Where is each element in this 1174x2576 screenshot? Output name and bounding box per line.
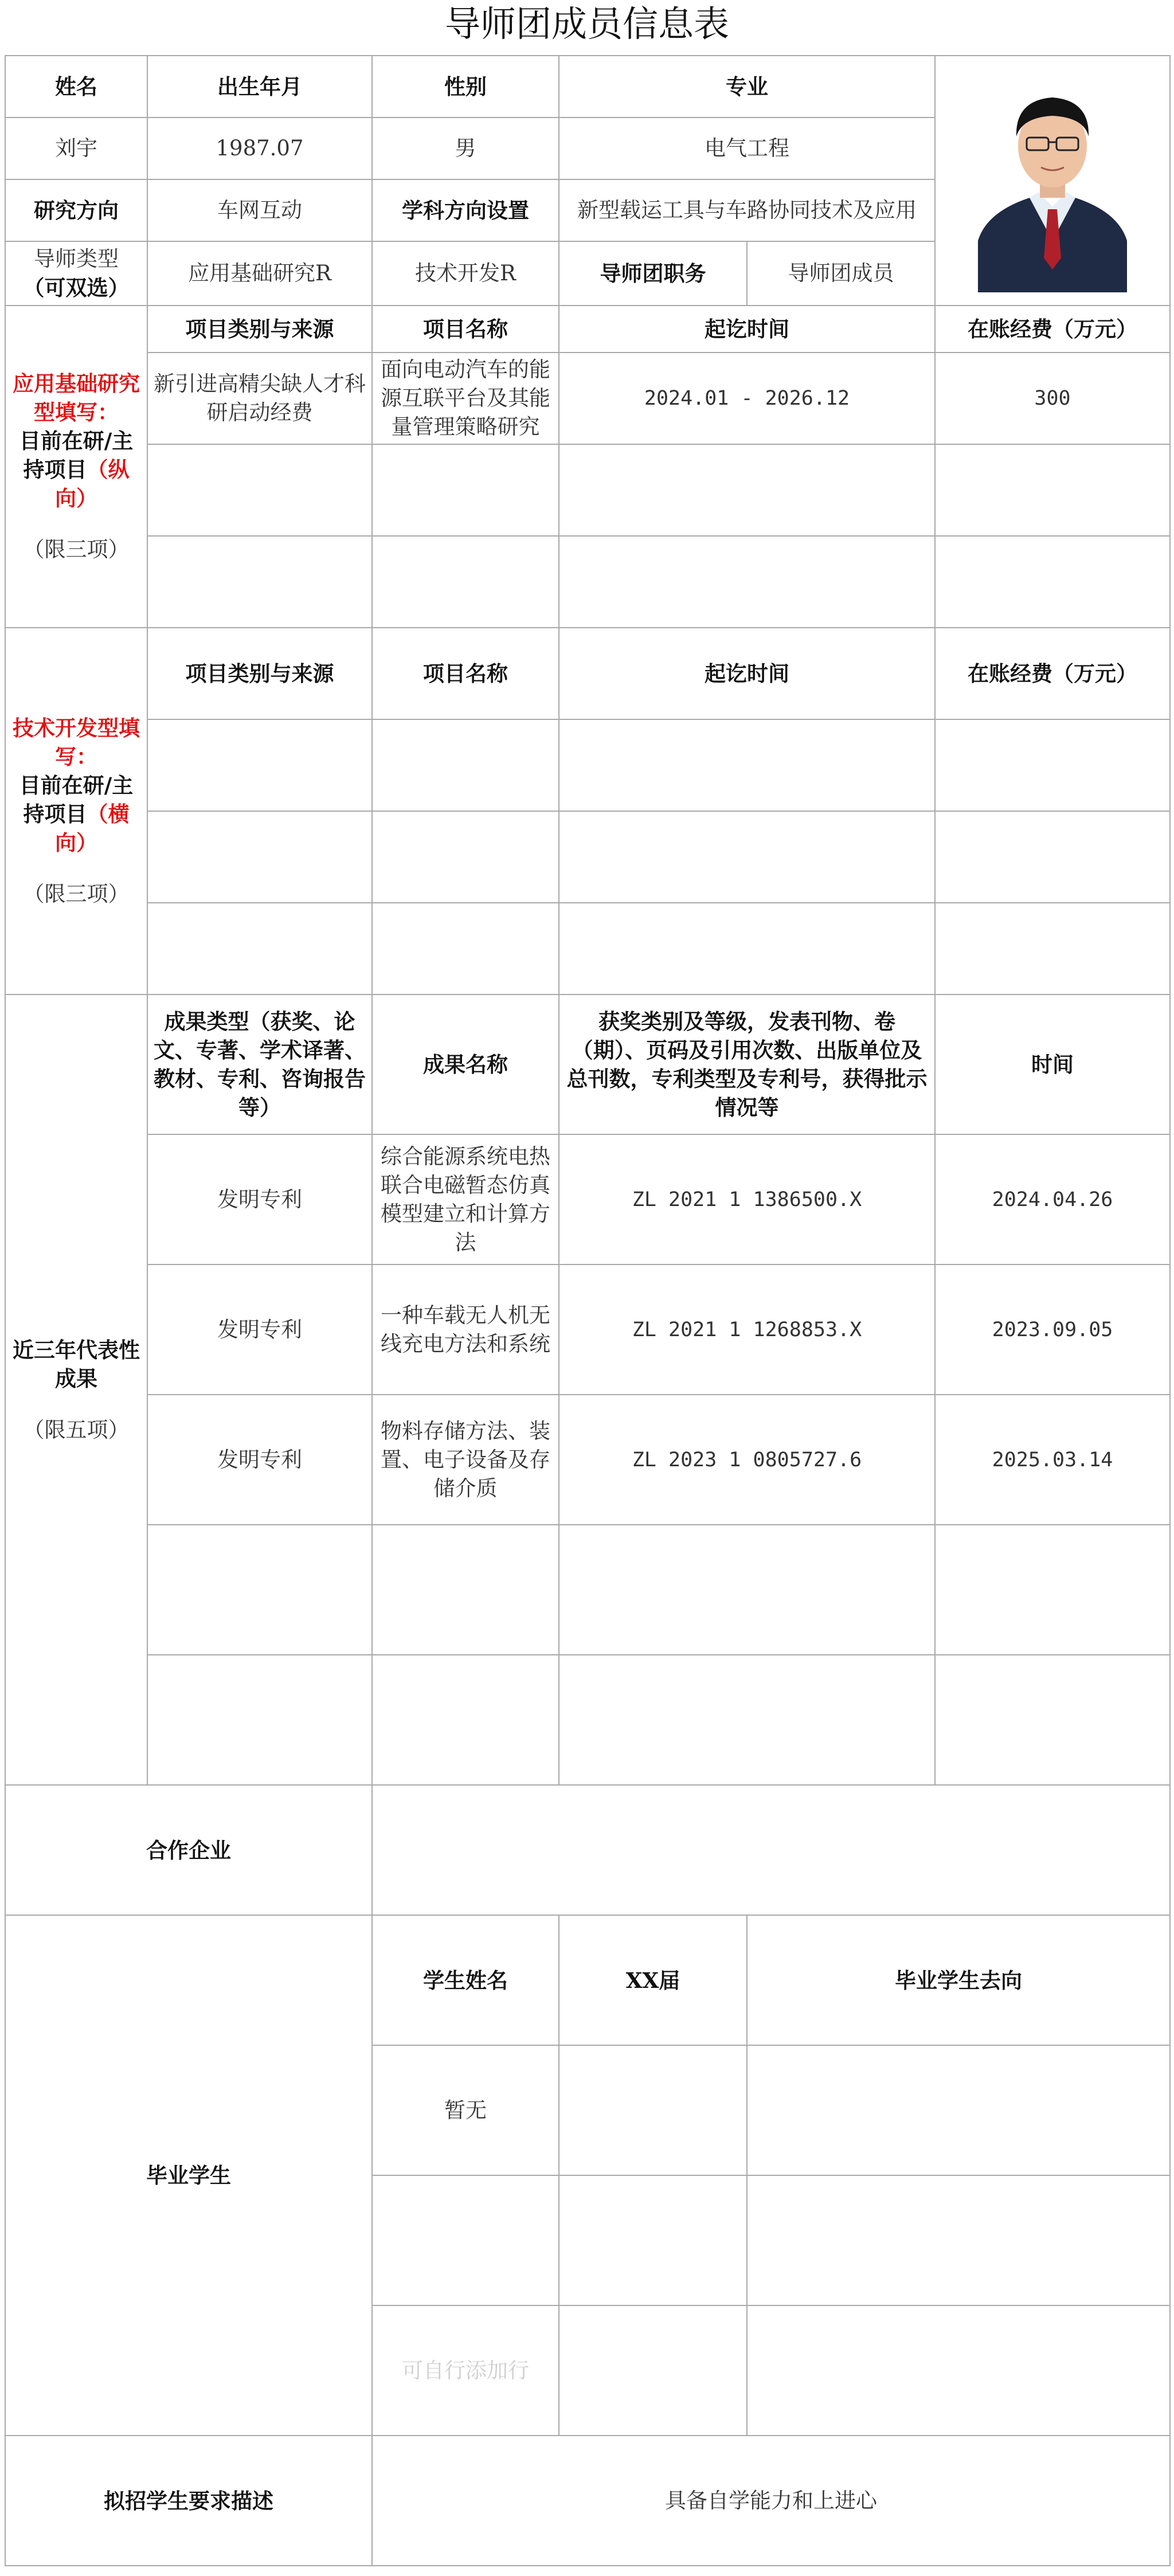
grad-cell-name: 暂无 <box>372 2045 559 2175</box>
br-header-source: 项目类别与来源 <box>147 306 372 353</box>
ach-cell-detail <box>559 1655 935 1785</box>
table-row <box>5 1525 1170 1655</box>
td-cell-funds <box>935 719 1170 811</box>
ach-cell-date <box>935 1525 1170 1655</box>
td-cell-period <box>559 719 935 811</box>
ach-cell-detail: ZL 2023 1 0805727.6 <box>559 1395 935 1525</box>
mentor-type-label-line1: 导师类型 <box>34 246 119 271</box>
grad-header-dest: 毕业学生去向 <box>747 1915 1170 2045</box>
add-row-hint: 可自行添加行 <box>372 2305 559 2436</box>
ach-cell-date <box>935 1655 1170 1785</box>
br-cell-source: 新引进高精尖缺人才科研启动经费 <box>147 353 372 444</box>
br-cell-period <box>559 536 935 628</box>
role-value: 导师团成员 <box>747 241 935 306</box>
basic-research-vertical-label: （纵向） <box>55 457 130 511</box>
grad-cell-dest <box>747 2175 1170 2305</box>
achievements-label: 近三年代表性成果 <box>13 1337 140 1391</box>
td-cell-source <box>147 719 372 811</box>
ach-cell-name: 物料存储方法、装置、电子设备及存储介质 <box>372 1395 559 1525</box>
table-row <box>5 903 1170 995</box>
grad-cell-year <box>559 2045 747 2175</box>
ach-header-name: 成果名称 <box>372 995 559 1134</box>
tech-dev-limit: （限三项） <box>23 882 130 906</box>
grad-cell-dest <box>747 2305 1170 2436</box>
td-cell-period <box>559 903 935 995</box>
ach-cell-type <box>147 1655 372 1785</box>
ach-cell-date: 2024.04.26 <box>935 1134 1170 1264</box>
ach-cell-name <box>372 1655 559 1785</box>
gender-value: 男 <box>372 118 559 179</box>
td-cell-period <box>559 811 935 903</box>
br-cell-name: 面向电动汽车的能源互联平台及其能量管理策略研究 <box>372 353 559 444</box>
td-cell-source <box>147 811 372 903</box>
br-cell-name <box>372 444 559 536</box>
br-cell-source <box>147 536 372 628</box>
basic-research-black-label: 目前在研/主持项目 <box>19 428 134 482</box>
grad-header-name: 学生姓名 <box>372 1915 559 2045</box>
ach-cell-detail: ZL 2021 1 1386500.X <box>559 1134 935 1264</box>
tech-dev-red-label: 技术开发型填写： <box>13 715 140 769</box>
research-label: 研究方向 <box>5 179 147 241</box>
ach-cell-type <box>147 1525 372 1655</box>
major-value: 电气工程 <box>559 118 935 179</box>
tech-dev-section-label <box>5 628 147 995</box>
tech-dev-black-label: 目前在研/主持项目 <box>19 773 134 827</box>
discipline-value: 新型载运工具与车路协同技术及应用 <box>559 179 935 241</box>
ach-header-detail: 获奖类别及等级，发表刊物、卷（期）、页码及引用次数、出版单位及总刊数，专利类型及专利号，获得批示情况等 <box>559 995 935 1134</box>
ach-cell-type: 发明专利 <box>147 1134 372 1264</box>
tech-dev-horizontal-label: （横向） <box>55 801 130 855</box>
birth-value: 1987.07 <box>147 118 372 179</box>
discipline-label: 学科方向设置 <box>372 179 559 241</box>
ach-cell-name: 一种车载无人机无线充电方法和系统 <box>372 1264 559 1395</box>
grad-header-year: XX届 <box>559 1915 747 2045</box>
br-cell-source <box>147 444 372 536</box>
mentor-type-label <box>5 241 147 306</box>
ach-cell-type: 发明专利 <box>147 1395 372 1525</box>
grad-cell-year <box>559 2175 747 2305</box>
partner-value <box>372 1785 1170 1915</box>
br-cell-funds: 300 <box>935 353 1170 444</box>
br-cell-funds <box>935 444 1170 536</box>
table-row <box>5 444 1170 536</box>
grad-cell-dest <box>747 2045 1170 2175</box>
ach-cell-date: 2025.03.14 <box>935 1395 1170 1525</box>
major-label: 专业 <box>559 56 935 118</box>
br-cell-period <box>559 444 935 536</box>
td-header-source: 项目类别与来源 <box>147 628 372 719</box>
ach-cell-name: 综合能源系统电热联合电磁暂态仿真模型建立和计算方法 <box>372 1134 559 1264</box>
table-row <box>5 1655 1170 1785</box>
td-cell-name <box>372 811 559 903</box>
td-header-funds: 在账经费（万元） <box>935 628 1170 719</box>
graduates-label: 毕业学生 <box>5 1915 372 2436</box>
br-header-name: 项目名称 <box>372 306 559 353</box>
ach-header-type: 成果类型（获奖、论文、专著、学术译著、教材、专利、咨询报告等） <box>147 995 372 1134</box>
mentor-info-table <box>5 55 1171 2566</box>
ach-header-date: 时间 <box>935 995 1170 1134</box>
achievements-limit: （限五项） <box>23 1417 130 1442</box>
mentor-type-label-line2: （可双选） <box>23 275 130 300</box>
page-title: 导师团成员信息表 <box>444 3 729 45</box>
ach-cell-type: 发明专利 <box>147 1264 372 1395</box>
gender-label: 性别 <box>372 56 559 118</box>
person-portrait-icon <box>975 69 1130 292</box>
role-label: 导师团职务 <box>559 241 747 306</box>
table-row <box>5 719 1170 811</box>
research-value: 车网互动 <box>147 179 372 241</box>
mentor-type-option-tech: 技术开发R <box>372 241 559 306</box>
ach-cell-detail: ZL 2021 1 1268853.X <box>559 1264 935 1395</box>
table-row <box>5 536 1170 628</box>
td-cell-name <box>372 719 559 811</box>
name-value: 刘宇 <box>5 118 147 179</box>
requirements-label: 拟招学生要求描述 <box>5 2436 372 2566</box>
br-header-period: 起讫时间 <box>559 306 935 353</box>
ach-cell-detail <box>559 1525 935 1655</box>
ach-cell-date: 2023.09.05 <box>935 1264 1170 1395</box>
achievements-section-label <box>5 995 147 1785</box>
td-cell-funds <box>935 903 1170 995</box>
basic-research-red-label: 应用基础研究型填写： <box>13 371 140 425</box>
br-cell-name <box>372 536 559 628</box>
grad-cell-name <box>372 2175 559 2305</box>
table-row <box>5 1134 1170 1264</box>
basic-research-limit: （限三项） <box>23 537 130 562</box>
br-cell-period: 2024.01 - 2026.12 <box>559 353 935 444</box>
table-row <box>5 353 1170 444</box>
td-header-period: 起讫时间 <box>559 628 935 719</box>
mentor-type-option-basic: 应用基础研究R <box>147 241 372 306</box>
br-cell-funds <box>935 536 1170 628</box>
requirements-value: 具备自学能力和上进心 <box>372 2436 1170 2566</box>
table-row <box>5 1264 1170 1395</box>
br-header-funds: 在账经费（万元） <box>935 306 1170 353</box>
name-label: 姓名 <box>5 56 147 118</box>
grad-cell-year <box>559 2305 747 2436</box>
td-header-name: 项目名称 <box>372 628 559 719</box>
photo-cell <box>935 56 1170 306</box>
birth-label: 出生年月 <box>147 56 372 118</box>
table-row <box>5 1395 1170 1525</box>
ach-cell-name <box>372 1525 559 1655</box>
td-cell-source <box>147 903 372 995</box>
partner-label: 合作企业 <box>5 1785 372 1915</box>
table-row <box>5 811 1170 903</box>
td-cell-name <box>372 903 559 995</box>
basic-research-section-label <box>5 306 147 628</box>
td-cell-funds <box>935 811 1170 903</box>
